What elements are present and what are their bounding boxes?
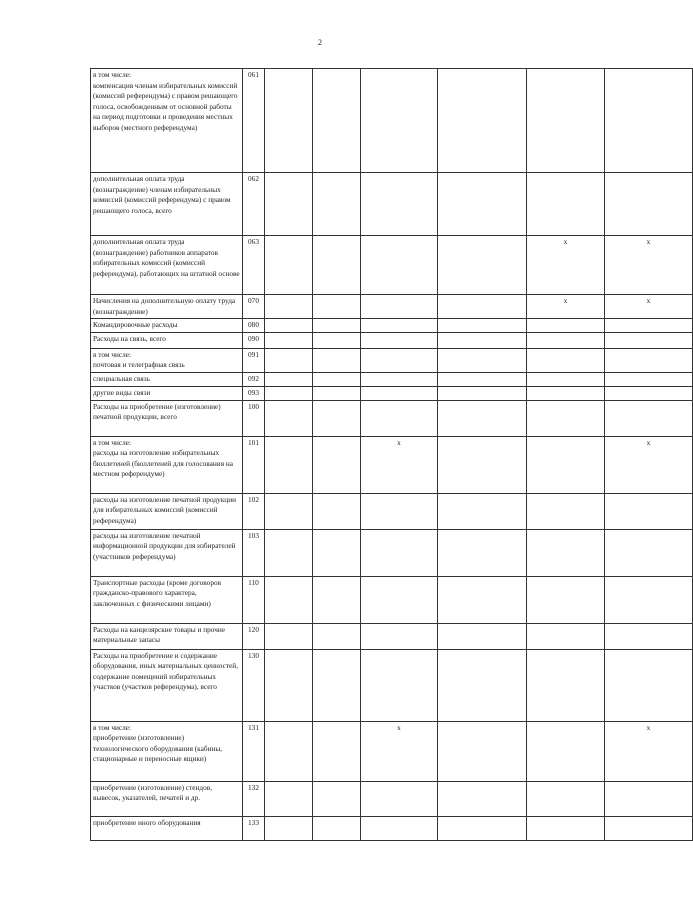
value-cell [361, 649, 438, 721]
value-cell [438, 372, 527, 386]
value-cell [361, 386, 438, 400]
value-cell: x [605, 436, 693, 493]
value-cell [313, 386, 361, 400]
value-cell [313, 69, 361, 173]
row-label: Командировочные расходы [91, 319, 243, 333]
table-row [91, 386, 693, 400]
value-cell [313, 721, 361, 781]
value-cell [265, 386, 313, 400]
row-label: приобретение иного оборудования [91, 816, 243, 840]
table-row [91, 332, 693, 348]
value-cell [438, 332, 527, 348]
table-row [91, 173, 693, 236]
row-label: дополнительная оплата труда (вознаграждение) членам избирательных комиссий (комиссий референдума) с правом решающего голоса, всего [91, 173, 243, 236]
row-code: 092 [243, 372, 265, 386]
value-cell [527, 576, 605, 623]
value-cell [527, 348, 605, 372]
table-row [91, 529, 693, 576]
value-cell [438, 319, 527, 333]
value-cell [313, 623, 361, 649]
value-cell [265, 436, 313, 493]
value-cell: x [527, 236, 605, 295]
value-cell [438, 386, 527, 400]
row-label: в том числе: компенсация членам избирательных комиссий (комиссий референдума) с правом решающего голоса, освобожденным от основной работы на период подготовки и проведения местных выборов (местного референдума) [91, 69, 243, 173]
value-cell [527, 400, 605, 436]
value-cell [265, 236, 313, 295]
row-code: 131 [243, 721, 265, 781]
value-cell [527, 436, 605, 493]
value-cell [605, 493, 693, 529]
row-code: 133 [243, 816, 265, 840]
value-cell [265, 493, 313, 529]
row-label: в том числе: приобретение (изготовление) технологического оборудования (кабины, стационарные и переносные ящики) [91, 721, 243, 781]
value-cell [313, 372, 361, 386]
value-cell [265, 623, 313, 649]
value-cell [605, 69, 693, 173]
value-cell [361, 69, 438, 173]
row-label: в том числе: расходы на изготовление избирательных бюллетеней (бюллетеней для голосования на местном референдуме) [91, 436, 243, 493]
value-cell [438, 781, 527, 816]
row-code: 101 [243, 436, 265, 493]
row-code: 110 [243, 576, 265, 623]
value-cell [527, 816, 605, 840]
value-cell [527, 372, 605, 386]
value-cell [438, 529, 527, 576]
value-cell [605, 576, 693, 623]
row-label: Расходы на приобретение и содержание оборудования, иных материальных ценностей, содержание помещений избирательных участков (участков референдума), всего [91, 649, 243, 721]
value-cell [605, 319, 693, 333]
row-code: 063 [243, 236, 265, 295]
value-cell [438, 493, 527, 529]
value-cell [313, 816, 361, 840]
value-cell [313, 348, 361, 372]
row-code: 090 [243, 332, 265, 348]
row-code: 070 [243, 295, 265, 319]
table-row [91, 493, 693, 529]
value-cell [605, 173, 693, 236]
value-cell: x [605, 721, 693, 781]
value-cell [313, 295, 361, 319]
row-label: в том числе: почтовая и телеграфная связь [91, 348, 243, 372]
value-cell: x [527, 295, 605, 319]
value-cell [313, 649, 361, 721]
value-cell [313, 576, 361, 623]
row-label: Начисления на дополнительную оплату труда (вознаграждение) [91, 295, 243, 319]
value-cell [438, 623, 527, 649]
value-cell [527, 386, 605, 400]
row-code: 080 [243, 319, 265, 333]
row-code: 062 [243, 173, 265, 236]
value-cell [265, 319, 313, 333]
table-row [91, 721, 693, 781]
value-cell [527, 319, 605, 333]
table-row [91, 649, 693, 721]
value-cell [361, 576, 438, 623]
value-cell [438, 436, 527, 493]
value-cell [313, 529, 361, 576]
value-cell [605, 332, 693, 348]
table-row [91, 69, 693, 173]
value-cell [438, 400, 527, 436]
value-cell [438, 816, 527, 840]
row-code: 091 [243, 348, 265, 372]
row-label: Расходы на приобретение (изготовление) печатной продукции, всего [91, 400, 243, 436]
table-row [91, 400, 693, 436]
value-cell [605, 372, 693, 386]
value-cell [605, 649, 693, 721]
value-cell [265, 372, 313, 386]
table-row [91, 623, 693, 649]
value-cell [438, 295, 527, 319]
value-cell [527, 332, 605, 348]
value-cell [605, 781, 693, 816]
table-row [91, 348, 693, 372]
row-label: расходы на изготовление печатной продукции для избирательных комиссий (комиссий референдума) [91, 493, 243, 529]
row-code: 100 [243, 400, 265, 436]
value-cell [527, 493, 605, 529]
table-row [91, 372, 693, 386]
row-code: 061 [243, 69, 265, 173]
table-row [91, 576, 693, 623]
value-cell [265, 576, 313, 623]
value-cell [313, 436, 361, 493]
value-cell [313, 236, 361, 295]
row-label: приобретение (изготовление) стендов, вывесок, указателей, печатей и др. [91, 781, 243, 816]
value-cell [313, 173, 361, 236]
value-cell: x [361, 721, 438, 781]
row-code: 120 [243, 623, 265, 649]
value-cell [265, 173, 313, 236]
row-label: специальная связь [91, 372, 243, 386]
expense-table [90, 68, 693, 841]
value-cell [313, 493, 361, 529]
value-cell [438, 236, 527, 295]
value-cell [361, 781, 438, 816]
value-cell [313, 319, 361, 333]
value-cell [527, 649, 605, 721]
table-row [91, 319, 693, 333]
value-cell [361, 372, 438, 386]
table-row [91, 816, 693, 840]
table-row [91, 781, 693, 816]
value-cell [527, 529, 605, 576]
value-cell [605, 816, 693, 840]
value-cell [527, 781, 605, 816]
value-cell [438, 173, 527, 236]
value-cell [265, 348, 313, 372]
value-cell [313, 400, 361, 436]
row-label: дополнительная оплата труда (вознаграждение) работников аппаратов избирательных комиссий (комиссий референдума), работающих на штатной основе [91, 236, 243, 295]
value-cell [605, 348, 693, 372]
value-cell [438, 348, 527, 372]
value-cell [605, 529, 693, 576]
value-cell [361, 493, 438, 529]
value-cell [527, 69, 605, 173]
value-cell [361, 816, 438, 840]
value-cell [265, 400, 313, 436]
value-cell [361, 236, 438, 295]
value-cell [527, 623, 605, 649]
row-code: 102 [243, 493, 265, 529]
value-cell [527, 173, 605, 236]
value-cell [438, 649, 527, 721]
value-cell [361, 529, 438, 576]
value-cell [438, 721, 527, 781]
value-cell [361, 319, 438, 333]
value-cell [361, 295, 438, 319]
value-cell [265, 332, 313, 348]
row-label: Транспортные расходы (кроме договоров гражданско-правового характера, заключенных с физическими лицами) [91, 576, 243, 623]
value-cell [438, 69, 527, 173]
value-cell [313, 781, 361, 816]
table-row [91, 295, 693, 319]
row-label: расходы на изготовление печатной информационной продукции для избирателей (участников референдума) [91, 529, 243, 576]
row-code: 103 [243, 529, 265, 576]
row-code: 132 [243, 781, 265, 816]
value-cell: x [605, 236, 693, 295]
row-label: Расходы на канцелярские товары и прочие материальные запасы [91, 623, 243, 649]
value-cell [361, 400, 438, 436]
value-cell [265, 529, 313, 576]
value-cell [605, 400, 693, 436]
table-row [91, 236, 693, 295]
value-cell [265, 781, 313, 816]
value-cell [265, 649, 313, 721]
table-row [91, 436, 693, 493]
value-cell [265, 69, 313, 173]
value-cell [605, 623, 693, 649]
value-cell [265, 295, 313, 319]
row-code: 130 [243, 649, 265, 721]
row-label: другие виды связи [91, 386, 243, 400]
value-cell: x [361, 436, 438, 493]
value-cell [527, 721, 605, 781]
value-cell [361, 332, 438, 348]
value-cell [605, 386, 693, 400]
value-cell [438, 576, 527, 623]
value-cell [265, 816, 313, 840]
value-cell [361, 348, 438, 372]
value-cell [313, 332, 361, 348]
row-code: 093 [243, 386, 265, 400]
page-number: 2 [318, 38, 322, 47]
value-cell: x [605, 295, 693, 319]
value-cell [265, 721, 313, 781]
value-cell [361, 623, 438, 649]
value-cell [361, 173, 438, 236]
row-label: Расходы на связь, всего [91, 332, 243, 348]
